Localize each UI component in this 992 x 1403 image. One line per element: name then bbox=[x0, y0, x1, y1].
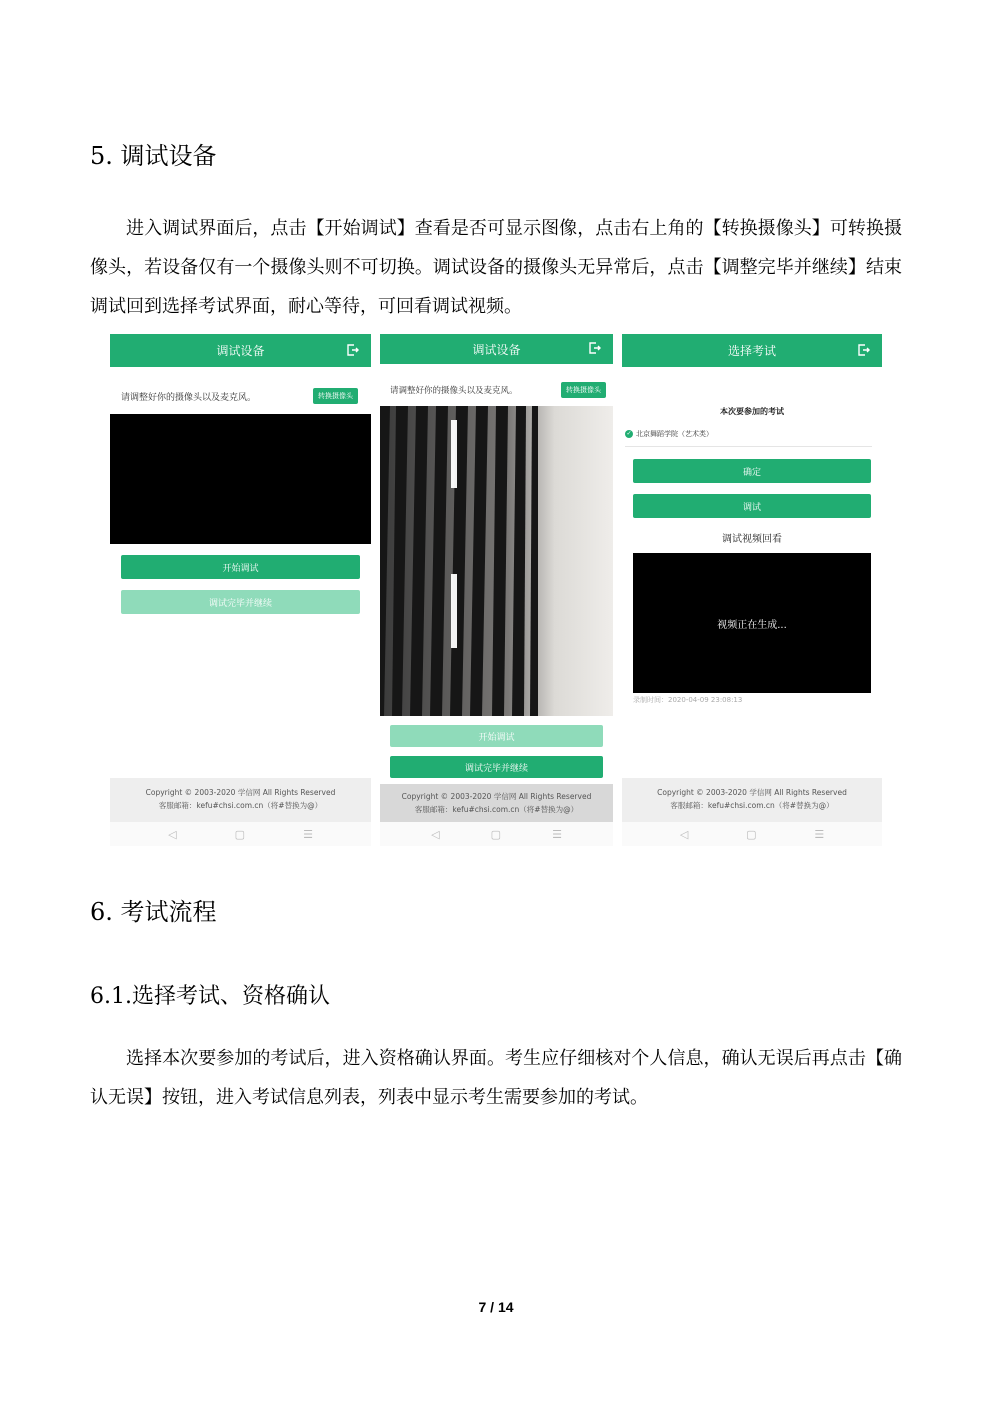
support-email-text: 客服邮箱：kefu#chsi.com.cn（将#替换为@） bbox=[158, 801, 323, 810]
nav-back-icon[interactable]: ◁ bbox=[168, 827, 177, 841]
copyright-text: Copyright © 2003-2020 学信网 All Rights Reserved bbox=[657, 788, 847, 797]
header-title: 调试设备 bbox=[472, 342, 521, 357]
record-time: 录制时间：2020-04-09 23:08:13 bbox=[633, 696, 743, 704]
camera-preview-image bbox=[380, 406, 613, 716]
header-title: 选择考试 bbox=[727, 344, 776, 358]
copyright-text: Copyright © 2003-2020 学信网 All Rights Reserved bbox=[401, 792, 592, 801]
android-navbar-1 bbox=[110, 822, 371, 846]
screenshot-select-exam bbox=[622, 334, 882, 822]
footer bbox=[622, 778, 882, 822]
switch-camera-button[interactable]: 转换摄像头 bbox=[313, 388, 358, 404]
support-email-text: 客服邮箱：kefu#chsi.com.cn（将#替换为@） bbox=[414, 805, 579, 814]
divider bbox=[625, 446, 872, 447]
section-6-1-paragraph bbox=[90, 1039, 902, 1117]
android-navbar-2 bbox=[380, 822, 613, 846]
section-5-paragraph bbox=[90, 209, 902, 326]
nav-menu-icon[interactable]: ☰ bbox=[552, 827, 562, 841]
adjust-hint: 请调整好你的摄像头以及麦克风。 bbox=[121, 393, 257, 403]
nav-menu-icon[interactable]: ☰ bbox=[303, 827, 313, 841]
nav-home-icon[interactable]: ▢ bbox=[490, 827, 501, 841]
app-header bbox=[380, 334, 613, 364]
debug-button[interactable]: 调试 bbox=[633, 494, 871, 518]
screenshot-debug-initial bbox=[110, 334, 371, 822]
nav-home-icon[interactable]: ▢ bbox=[234, 827, 245, 841]
section-6-1-title: 6.1.选择考试、资格确认 bbox=[90, 984, 330, 1009]
nav-home-icon[interactable]: ▢ bbox=[746, 827, 757, 841]
exit-icon[interactable] bbox=[347, 344, 359, 356]
header-title: 调试设备 bbox=[216, 344, 265, 358]
exit-icon[interactable] bbox=[858, 344, 870, 356]
page-number: 7 / 14 bbox=[478, 1299, 514, 1315]
exam-item[interactable] bbox=[625, 429, 713, 439]
exit-icon[interactable] bbox=[589, 342, 601, 354]
copyright-text: Copyright © 2003-2020 学信网 All Rights Reserved bbox=[145, 788, 336, 797]
footer bbox=[110, 778, 371, 822]
nav-back-icon[interactable]: ◁ bbox=[679, 827, 689, 841]
playback-title: 调试视频回看 bbox=[722, 534, 782, 545]
nav-menu-icon[interactable]: ☰ bbox=[814, 827, 825, 841]
playback-video[interactable] bbox=[633, 553, 871, 693]
adjust-hint: 请调整好你的摄像头以及麦克风。 bbox=[390, 386, 518, 396]
video-status: 视频正在生成... bbox=[717, 619, 787, 631]
section-5-title: 5. 调试设备 bbox=[90, 142, 217, 170]
camera-preview bbox=[110, 414, 371, 544]
support-email-text: 客服邮箱：kefu#chsi.com.cn（将#替换为@） bbox=[670, 801, 834, 810]
confirm-button[interactable]: 确定 bbox=[633, 459, 871, 483]
check-icon: ✓ bbox=[626, 430, 632, 437]
section-6-1-text: 选择本次要参加的考试后，进入资格确认界面。考生应仔细核对个人信息，确认无误后再点击【确认无误】按钮，进入考试信息列表，列表中显示考生需要参加的考试。 bbox=[90, 1048, 902, 1108]
continue-button[interactable]: 调试完毕并继续 bbox=[390, 756, 603, 778]
section-5-text: 进入调试界面后，点击【开始调试】查看是否可显示图像，点击右上角的【转换摄像头】可转换摄像头，若设备仅有一个摄像头则不可切换。调试设备的摄像头无异常后，点击【调整完毕并继续】结束调试回到选择考试界面，耐心等待，可回看调试视频。 bbox=[90, 218, 902, 317]
exam-item-label: 北京舞蹈学院（艺术类） bbox=[636, 430, 713, 438]
start-debug-button[interactable]: 开始调试 bbox=[390, 725, 603, 747]
start-debug-button[interactable]: 开始调试 bbox=[121, 555, 360, 579]
exam-heading: 本次要参加的考试 bbox=[720, 407, 784, 416]
footer bbox=[380, 784, 613, 822]
section-6-title: 6. 考试流程 bbox=[90, 898, 217, 926]
screenshot-debug-running bbox=[380, 334, 613, 822]
continue-button[interactable]: 调试完毕并继续 bbox=[121, 590, 360, 614]
nav-back-icon[interactable]: ◁ bbox=[431, 827, 440, 841]
app-header bbox=[622, 334, 882, 367]
app-header bbox=[110, 334, 371, 367]
android-navbar-3 bbox=[622, 822, 882, 846]
switch-camera-button[interactable]: 转换摄像头 bbox=[561, 382, 606, 398]
